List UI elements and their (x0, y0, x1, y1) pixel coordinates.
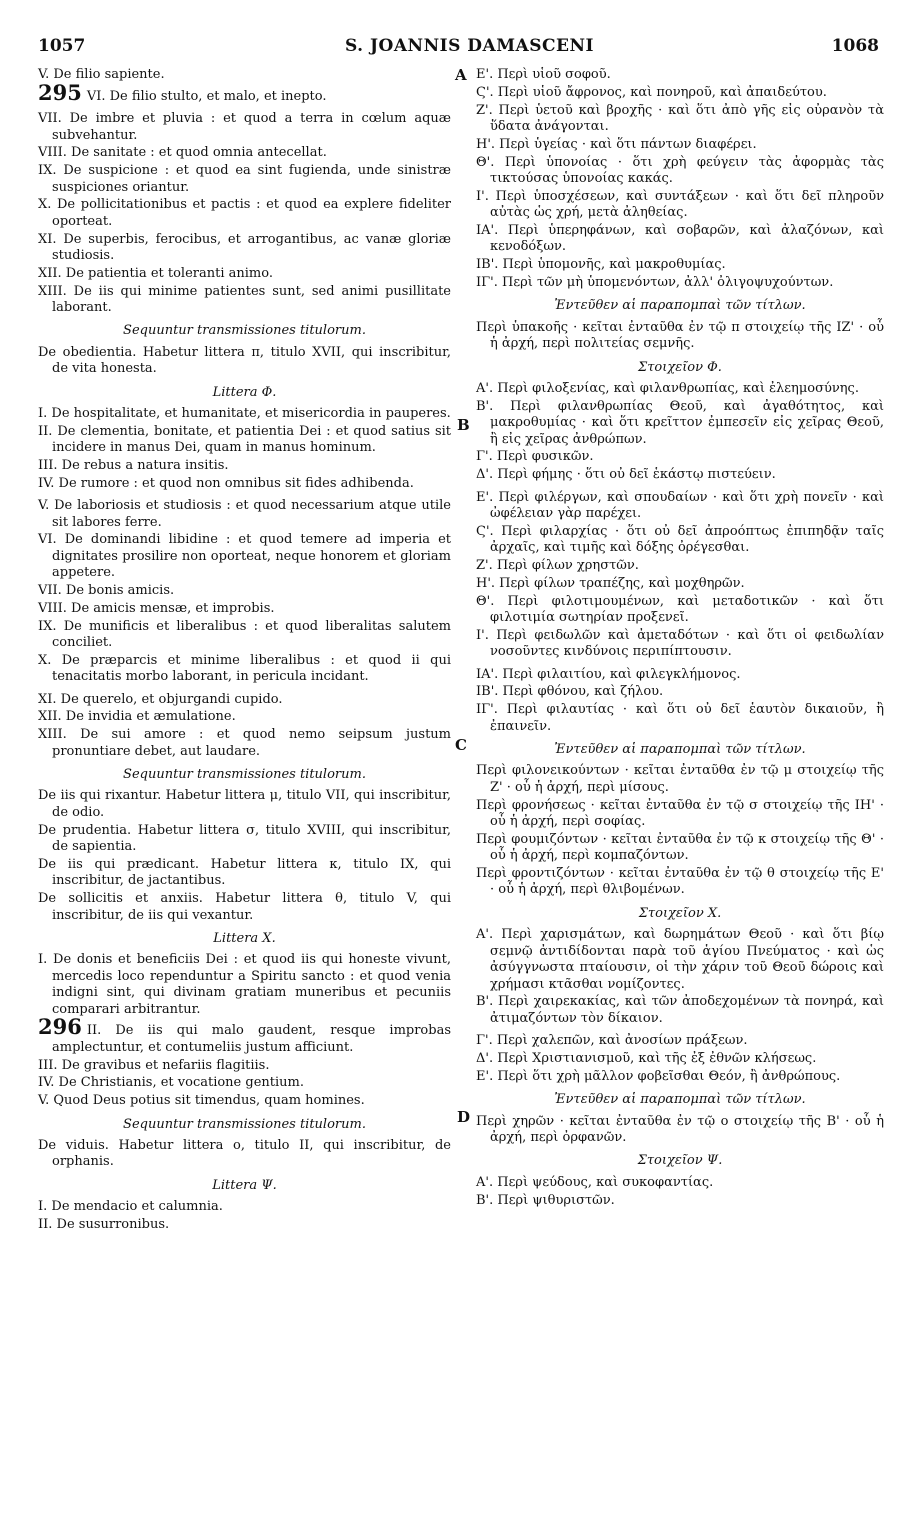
title-entry (476, 155, 884, 188)
title-entry (38, 619, 451, 652)
margin-letter-c: C (455, 736, 467, 754)
title-entry (38, 476, 451, 492)
title-entry (476, 524, 884, 557)
title-entry (38, 1075, 451, 1091)
title-entry (476, 763, 884, 796)
section-heading (38, 767, 451, 783)
title-entry (38, 79, 451, 105)
title-entry (38, 1058, 451, 1074)
entry-text: VII. De imbre et pluvia : et quod a terra in cœlum aquæ subvehantur. (38, 111, 451, 143)
title-entry (38, 653, 451, 686)
section-heading (38, 1178, 451, 1194)
entry-text: Γ'. Περὶ φυσικῶν. (476, 449, 594, 465)
entry-text: ΙΓ'. Περὶ φιλαυτίας · καὶ ὅτι οὐ δεῖ ἑαυτὸν δικαιοῦν, ἢ ἐπαινεῖν. (476, 702, 884, 734)
title-entry (38, 788, 451, 821)
title-entry (476, 189, 884, 222)
entry-text: I. De donis et beneficiis Dei : et quod iis qui honeste vivunt, mercedis loco rependuntur a Spiritu sancto : et quod venia indigni sint, qui divinam gratiam muneribus et pecuniis comparari arbitrantur. (38, 952, 451, 1017)
section-heading (38, 323, 451, 339)
entry-text: Ἐντεῦθεν αἱ παραπομπαὶ τῶν τίτλων. (554, 1092, 806, 1108)
entry-text: De sollicitis et anxiis. Habetur littera θ, titulo V, qui inscribitur, de iis qui vexantur. (38, 891, 451, 923)
entry-text: III. De gravibus et nefariis flagitiis. (38, 1057, 270, 1073)
entry-text: Β'. Περὶ φιλανθρωπίας Θεοῦ, καὶ ἀγαθότητος, καὶ μακροθυμίας · καὶ ὅτι κρεῖττον ἐμπεσεῖν εἰς χεῖρας Θεοῦ, ἢ εἰς χεῖρας ἀνθρώπων. (476, 398, 884, 447)
entry-text: Ε'. Περὶ υἱοῦ σοφοῦ. (476, 67, 611, 82)
entry-text: III. De rebus a natura insitis. (38, 458, 229, 474)
title-entry (476, 576, 884, 592)
title-entry (38, 197, 451, 230)
title-entry (38, 424, 451, 457)
section-heading (476, 1092, 884, 1108)
title-entry (476, 866, 884, 899)
entry-text: Sequuntur transmissiones titulorum. (123, 323, 366, 339)
entry-text: Η'. Περὶ ὑγείας · καὶ ὅτι πάντων διαφέρει. (476, 136, 757, 152)
entry-text: Περὶ φροντιζόντων · κεῖται ἐνταῦθα ἐν τῷ θ στοιχείῳ τῆς Ε' · οὗ ἡ ἀρχή, περὶ θλιβομένων. (476, 866, 884, 898)
entry-text: Ι'. Περὶ φειδωλῶν καὶ ἀμεταδότων · καὶ ὅτι οἱ φειδωλίαν νοσοῦντες κινδύνοις περιπίπτουσιν. (476, 627, 884, 660)
entry-text: VII. De bonis amicis. (38, 583, 175, 599)
column-number: 296 (38, 1014, 82, 1040)
entry-text: Περὶ φρονήσεως · κεῖται ἐνταῦθα ἐν τῷ σ στοιχείῳ τῆς ΙΗ' · οὗ ἡ ἀρχή, περὶ σοφίας. (476, 797, 884, 830)
title-entry (38, 601, 451, 617)
title-entry (476, 490, 884, 523)
title-entry (476, 85, 884, 101)
entry-text: Δ'. Περὶ Χριστιανισμοῦ, καὶ τῆς ἐξ ἐθνῶν κλήσεως. (476, 1050, 817, 1066)
margin-letter-a: A (455, 66, 467, 84)
entry-text: V. Quod Deus potius sit timendus, quam homines. (38, 1093, 365, 1109)
title-entry (476, 832, 884, 865)
title-entry (38, 1199, 451, 1215)
title-entry (476, 702, 884, 735)
entry-text: Γ'. Περὶ χαλεπῶν, καὶ ἀνοσίων πράξεων. (476, 1033, 748, 1049)
entry-text: XI. De querelo, et objurgandi cupido. (38, 691, 283, 707)
entry-text: V. De filio sapiente. (38, 67, 165, 82)
entry-text: VIII. De sanitate : et quod omnia antecellat. (38, 145, 327, 161)
title-entry (476, 558, 884, 574)
title-entry (476, 684, 884, 700)
title-entry (38, 692, 451, 708)
entry-text: XI. De superbis, ferocibus, et arrogantibus, ac vanæ gloriæ studiosis. (38, 231, 451, 264)
entry-text: VI. De filio stulto, et malo, et inepto. (86, 88, 327, 104)
entry-text: Ι'. Περὶ ὑποσχέσεων, καὶ συντάξεων · καὶ ὅτι δεῖ πληροῦν αὐτὰς ὡς χρή, μετὰ ἀληθείας. (476, 188, 884, 221)
entry-text: Περὶ ὑπακοῆς · κεῖται ἐνταῦθα ἐν τῷ π στοιχείῳ τῆς ΙΖ' · οὗ ἡ ἀρχή, περὶ πολιτείας σεμνῆς. (476, 319, 884, 352)
running-title: S. JOANNIS DAMASCENI (345, 36, 594, 56)
title-entry (476, 467, 884, 483)
entry-text: Ζ'. Περὶ φίλων χρηστῶν. (476, 558, 639, 574)
margin-letter-d: D (457, 1108, 471, 1126)
title-entry (38, 266, 451, 282)
title-entry (38, 145, 451, 161)
title-entry (38, 857, 451, 890)
entry-text: Sequuntur transmissiones titulorum. (123, 767, 366, 783)
section-heading (476, 360, 884, 376)
title-entry (38, 891, 451, 924)
entry-text: De iis qui rixantur. Habetur littera μ, titulo VII, qui inscribitur, de odio. (38, 788, 451, 820)
entry-text: XII. De invidia et æmulatione. (38, 709, 236, 725)
entry-text: Η'. Περὶ φίλων τραπέζης, καὶ μοχθηρῶν. (476, 575, 745, 591)
entry-text: II. De iis qui malo gaudent, resque improbas amplectuntur, et contumeliis justum afficiunt. (52, 1023, 451, 1055)
entry-text: ΙΒ'. Περὶ φθόνου, καὶ ζήλου. (476, 684, 664, 700)
entry-text: Στοιχεῖον Χ. (638, 905, 722, 921)
column-number: 295 (38, 79, 82, 105)
entry-text: II. De clementia, bonitate, et patientia Dei : et quod satius sit incidere in manus Dei, quam in manus hominum. (38, 423, 451, 456)
entry-text: Ἐντεῦθεν αἱ παραπομπαὶ τῶν τίτλων. (554, 742, 806, 758)
entry-text: De obedientia. Habetur littera π, titulo XVII, qui inscribitur, de vita honesta. (38, 344, 451, 377)
entry-text: Β'. Περὶ χαιρεκακίας, καὶ τῶν ἀποδεχομένων τὰ πονηρά, καὶ ἀτιμαζόντων τὸν δίκαιον. (476, 994, 884, 1026)
title-entry (38, 532, 451, 581)
entry-text: Στοιχεῖον Ψ. (637, 1153, 723, 1169)
title-entry (476, 320, 884, 353)
entry-text: VI. De dominandi libidine : et quod temere ad imperia et dignitates prosilire non oporteat, neque honorem et gloriam appetere. (38, 532, 451, 581)
greek-column (476, 67, 884, 1210)
entry-text: De viduis. Habetur littera ο, titulo II, qui inscribitur, de orphanis. (38, 1137, 451, 1170)
title-entry (38, 1014, 451, 1056)
entry-text: IV. De Christianis, et vocatione gentium. (38, 1075, 304, 1091)
title-entry (476, 667, 884, 683)
entry-text: Α'. Περὶ ψεύδους, καὶ συκοφαντίας. (476, 1174, 714, 1190)
entry-text: Ϛ'. Περὶ φιλαρχίας · ὅτι οὐ δεῖ ἀπροόπτως ἐπιπηδᾷν ταῖς ἀρχαῖς, καὶ τιμῆς καὶ δόξης ὀρέγεσθαι. (476, 523, 884, 556)
title-entry (476, 223, 884, 256)
title-entry (476, 594, 884, 627)
entry-text: XII. De patientia et toleranti animo. (38, 265, 273, 281)
section-heading (38, 385, 451, 401)
title-entry (476, 67, 884, 83)
entry-text: II. De susurronibus. (38, 1216, 170, 1232)
page-header (0, 36, 919, 58)
title-entry (476, 798, 884, 831)
section-heading (476, 906, 884, 922)
entry-text: V. De laboriosis et studiosis : et quod necessarium atque utile sit labores ferre. (38, 498, 451, 530)
section-heading (38, 1117, 451, 1133)
title-entry (38, 952, 451, 1018)
section-heading (476, 298, 884, 314)
page-number-right: 1068 (831, 36, 879, 56)
title-entry (476, 381, 884, 397)
entry-text: X. De pollicitationibus et pactis : et quod ea explere fideliter oporteat. (38, 197, 451, 229)
title-entry (38, 111, 451, 144)
entry-text: Περὶ φιλονεικούντων · κεῖται ἐνταῦθα ἐν τῷ μ στοιχείῳ τῆς Ζ' · οὗ ἡ ἀρχή, περὶ μίσους. (476, 763, 884, 795)
entry-text: Ἐντεῦθεν αἱ παραπομπαὶ τῶν τίτλων. (554, 298, 806, 314)
title-entry (38, 1093, 451, 1109)
entry-text: ΙΑ'. Περὶ ὑπερηφάνων, καὶ σοβαρῶν, καὶ ἀλαζόνων, καὶ κενοδόξων. (476, 223, 884, 255)
entry-text: IX. De munificis et liberalibus : et quod liberalitas salutem conciliet. (38, 618, 451, 651)
title-entry (38, 709, 451, 725)
entry-text: I. De hospitalitate, et humanitate, et misericordia in pauperes. (38, 406, 451, 422)
margin-letter-b: B (457, 416, 470, 434)
title-entry (38, 1138, 451, 1171)
entry-text: Ε'. Περὶ φιλέργων, καὶ σπουδαίων · καὶ ὅτι χρὴ πονεῖν · καὶ ὠφέλειαν γὰρ παρέχει. (476, 489, 884, 522)
title-entry (38, 67, 451, 83)
entry-text: De iis qui prædicant. Habetur littera κ, titulo IX, qui inscribitur, de jactantibus. (38, 856, 451, 889)
page-number-left: 1057 (38, 36, 86, 56)
entry-text: Littera X. (213, 930, 276, 946)
title-entry (476, 103, 884, 136)
title-entry (38, 498, 451, 531)
title-entry (38, 583, 451, 599)
entry-text: VIII. De amicis mensæ, et improbis. (38, 600, 275, 616)
entry-text: Α'. Περὶ χαρισμάτων, καὶ δωρημάτων Θεοῦ · καὶ ὅτι βίῳ σεμνῷ ἀντιδίδονται παρὰ τοῦ ἁγίου Πνεύματος · καὶ ὡς ἀσύγγνωστα πταίουσιν, οἱ τὴν χάριν τοῦ Θεοῦ δώροις καὶ χρήμασι κτᾶσθαι νομίζοντες. (476, 927, 884, 992)
entry-text: Περὶ φουμιζόντων · κεῖται ἐνταῦθα ἐν τῷ κ στοιχείῳ τῆς Θ' · οὗ ἡ ἀρχή, περὶ κομπαζόντων. (476, 831, 884, 864)
title-entry (38, 284, 451, 317)
title-entry (476, 1069, 884, 1085)
title-entry (38, 458, 451, 474)
title-entry (38, 163, 451, 196)
section-heading (38, 931, 451, 947)
entry-text: Θ'. Περὶ ὑπονοίας · ὅτι χρὴ φεύγειν τὰς ἀφορμὰς τὰς τικτούσας ὑπονοίας κακάς. (476, 154, 884, 186)
title-entry (38, 232, 451, 265)
title-entry (476, 1175, 884, 1191)
title-entry (476, 1051, 884, 1067)
entry-text: Littera Ψ. (212, 1177, 277, 1193)
entry-text: Στοιχεῖον Φ. (638, 359, 722, 375)
title-entry (476, 994, 884, 1027)
entry-text: ΙΑ'. Περὶ φιλαιτίου, καὶ φιλεγκλήμονος. (476, 666, 741, 682)
title-entry (476, 1114, 884, 1147)
entry-text: Sequuntur transmissiones titulorum. (123, 1116, 366, 1132)
entry-text: IX. De suspicione : et quod ea sint fugienda, unde sinistræ suspiciones oriantur. (38, 163, 451, 195)
entry-text: Ζ'. Περὶ ὑετοῦ καὶ βροχῆς · καὶ ὅτι ἀπὸ γῆς εἰς οὐρανὸν τὰ ὕδατα ἀνάγονται. (476, 102, 884, 134)
section-heading (476, 1153, 884, 1169)
title-entry (38, 406, 451, 422)
title-entry (476, 1033, 884, 1049)
entry-text: Littera Φ. (212, 384, 277, 400)
title-entry (476, 137, 884, 153)
entry-text: Δ'. Περὶ φήμης · ὅτι οὐ δεῖ ἑκάστῳ πιστεύειν. (476, 467, 776, 483)
title-entry (476, 275, 884, 291)
entry-text: Β'. Περὶ ψιθυριστῶν. (476, 1192, 615, 1208)
title-entry (38, 823, 451, 856)
title-entry (38, 345, 451, 378)
latin-column (38, 67, 451, 1235)
entry-text: Ϛ'. Περὶ υἱοῦ ἄφρονος, καὶ πονηροῦ, καὶ ἀπαιδεύτου. (476, 84, 827, 100)
entry-text: IV. De rumore : et quod non omnibus sit fides adhibenda. (38, 475, 414, 491)
entry-text: Ε'. Περὶ ὅτι χρὴ μᾶλλον φοβεῖσθαι Θεόν, ἢ ἀνθρώπους. (476, 1068, 841, 1084)
title-entry (476, 257, 884, 273)
entry-text: ΙΒ'. Περὶ ὑπομονῆς, καὶ μακροθυμίας. (476, 257, 726, 273)
entry-text: XIII. De sui amore : et quod nemo seipsum justum pronuntiare debet, aut laudare. (38, 727, 451, 759)
section-heading (476, 742, 884, 758)
entry-text: I. De mendacio et calumnia. (38, 1199, 223, 1215)
title-entry (476, 1193, 884, 1209)
entry-text: Α'. Περὶ φιλοξενίας, καὶ φιλανθρωπίας, καὶ ἐλεημοσύνης. (476, 381, 859, 397)
entry-text: XIII. De iis qui minime patientes sunt, sed animi pusillitate laborant. (38, 283, 451, 316)
entry-text: Θ'. Περὶ φιλοτιμουμένων, καὶ μεταδοτικῶν · καὶ ὅτι φιλοτιμία σωτηρίαν προξενεῖ. (476, 593, 884, 626)
entry-text: ΙΓ'. Περὶ τῶν μὴ ὑπομενόντων, ἀλλ' ὀλιγοψυχούντων. (476, 275, 834, 290)
title-entry (38, 1217, 451, 1233)
title-entry (476, 399, 884, 448)
entry-text: De prudentia. Habetur littera σ, titulo XVIII, qui inscribitur, de sapientia. (38, 822, 451, 855)
entry-text: Περὶ χηρῶν · κεῖται ἐνταῦθα ἐν τῷ ο στοιχείῳ τῆς Β' · οὗ ἡ ἀρχή, περὶ ὀρφανῶν. (476, 1113, 884, 1145)
entry-text: X. De præparcis et minime liberalibus : et quod ii qui tenacitatis morbo laborant, in pericula incidant. (38, 652, 451, 685)
title-entry (38, 727, 451, 760)
title-entry (476, 628, 884, 661)
title-entry (476, 449, 884, 465)
title-entry (476, 927, 884, 993)
